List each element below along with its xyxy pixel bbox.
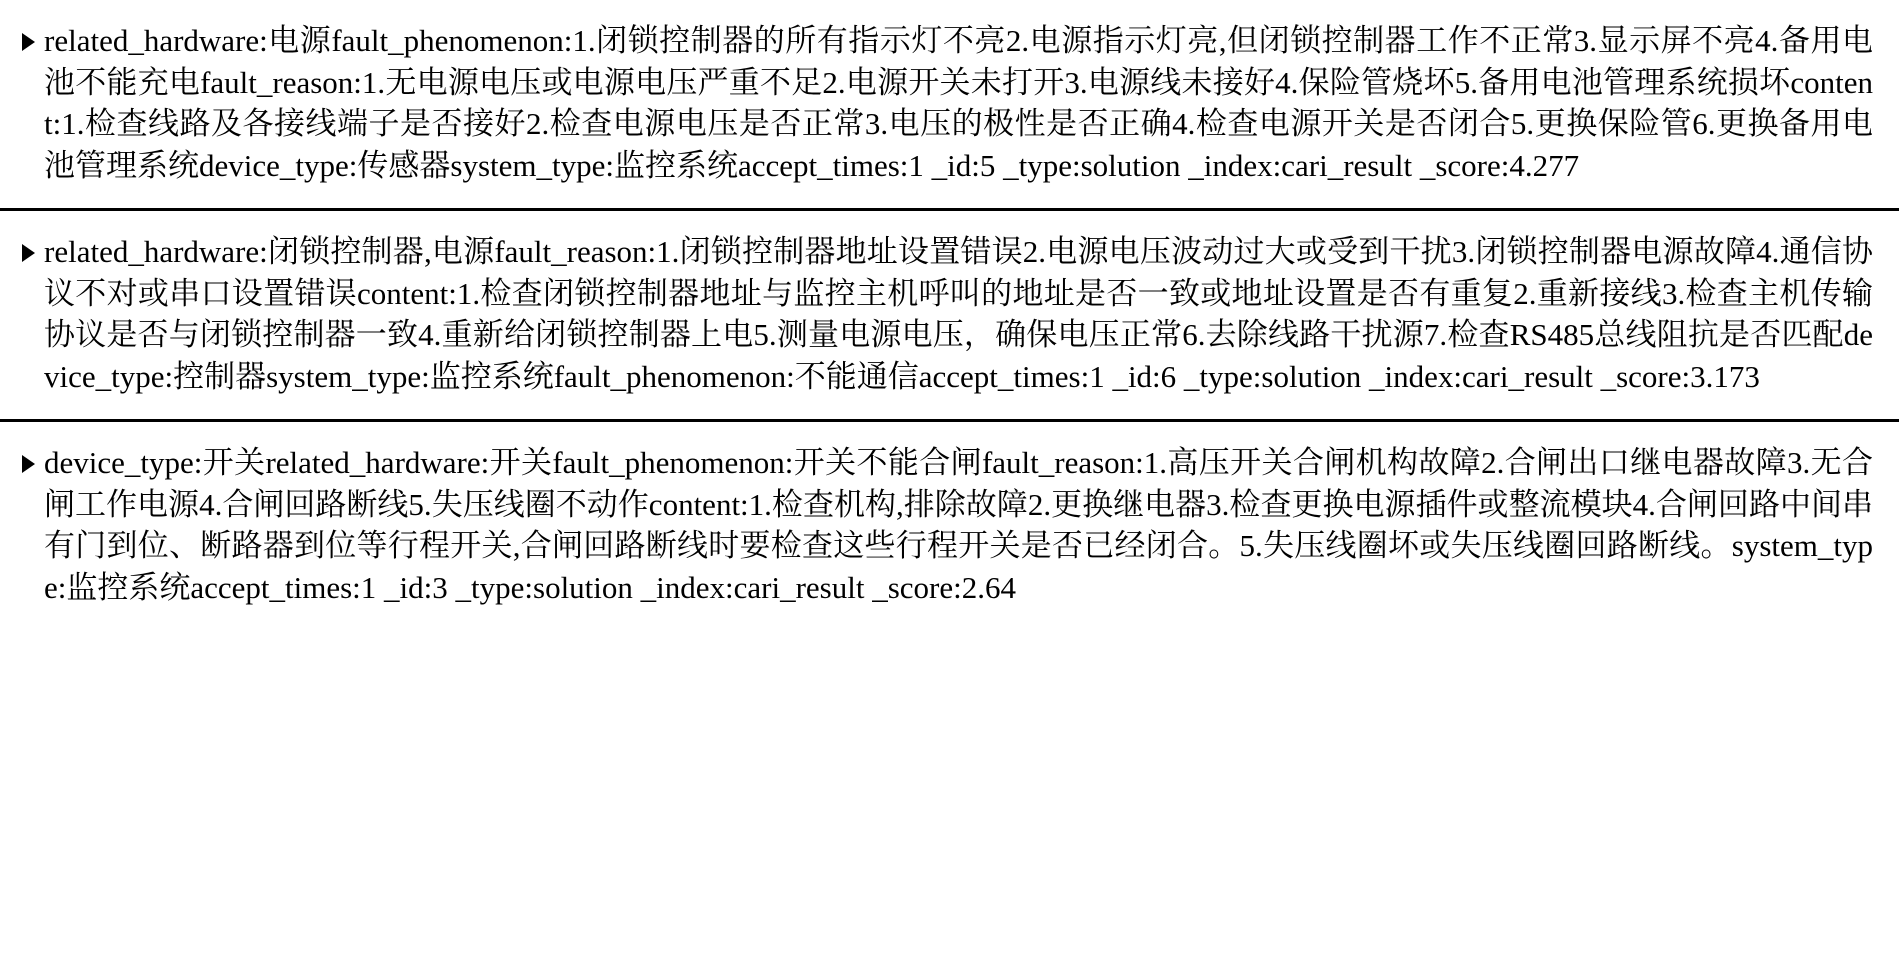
triangle-right-icon[interactable] <box>22 231 42 262</box>
result-text: device_type:开关related_hardware:开关fault_phenomenon:开关不能合闸fault_reason:1.高压开关合闸机构故障2.合闸出口继电器故障3.无合闸工作电源4.合闸回路断线5.失压线圈不动作content:1.检查机构,排除故障2.更换继电器3.检查更换电源插件或整流模块4.合闸回路中间串有门到位、断路器到位等行程开关,合闸回路断线时要检查这些行程开关是否已经闭合。5.失压线圈坏或失压线圈回路断线。system_type:监控系统accept_times:1 _id:3 _type:solution _index:cari_result _score:2.64 <box>44 445 1873 605</box>
triangle-right-icon[interactable] <box>22 442 42 473</box>
list-item[interactable] <box>0 0 1899 211</box>
result-text: related_hardware:电源fault_phenomenon:1.闭锁控制器的所有指示灯不亮2.电源指示灯亮,但闭锁控制器工作不正常3.显示屏不亮4.备用电池不能充电fault_reason:1.无电源电压或电源电压严重不足2.电源开关未打开3.电源线未接好4.保险管烧坏5.备用电池管理系统损坏content:1.检查线路及各接线端子是否接好2.检查电源电压是否正常3.电压的极性是否正确4.检查电源开关是否闭合5.更换保险管6.更换备用电池管理系统device_type:传感器system_type:监控系统accept_times:1 _id:5 _type:solution _index:cari_result _score:4.277 <box>44 23 1873 183</box>
list-item[interactable] <box>0 422 1899 630</box>
result-text: related_hardware:闭锁控制器,电源fault_reason:1.闭锁控制器地址设置错误2.电源电压波动过大或受到干扰3.闭锁控制器电源故障4.通信协议不对或串口设置错误content:1.检查闭锁控制器地址与监控主机呼叫的地址是否一致或地址设置是否有重复2.重新接线3.检查主机传输协议是否与闭锁控制器一致4.重新给闭锁控制器上电5.测量电源电压，确保电压正常6.去除线路干扰源7.检查RS485总线阻抗是否匹配device_type:控制器system_type:监控系统fault_phenomenon:不能通信accept_times:1 _id:6 _type:solution _index:cari_result _score:3.173 <box>44 234 1873 394</box>
triangle-right-icon[interactable] <box>22 20 42 51</box>
list-item[interactable] <box>0 211 1899 422</box>
